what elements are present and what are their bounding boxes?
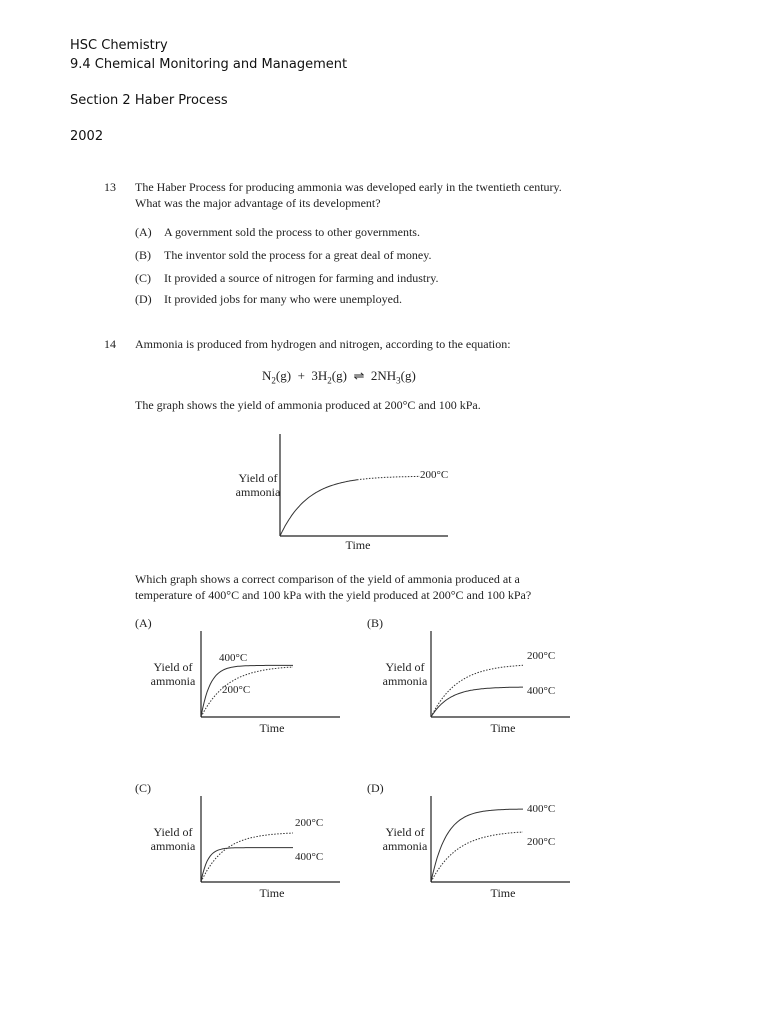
graph-a-series-200c-label: 200°C [222,684,251,696]
graph-d-xlabel: Time [490,886,516,900]
q13-option-d-text: It provided jobs for many who were unemployed. [164,292,402,306]
graph-b-series-400c-label: 400°C [527,685,556,697]
q13-option-b-text: The inventor sold the process for a great deal of money. [164,248,432,262]
graph-c-option-label: (C) [135,781,151,795]
main-xlabel: Time [345,538,371,552]
main-series-200c-curve [280,480,357,536]
q13-option-d-label: (D) [135,292,152,306]
graph-d-series-400c-line [431,809,523,882]
q14-question-line1: Which graph shows a correct comparison of the yield of ammonia produced at a [135,572,520,586]
graph-b-ylabel-1: Yield of [385,660,425,674]
graph-b-option-label: (B) [367,616,383,630]
q13-number: 13 [104,180,116,194]
graph-d-ylabel-1: Yield of [385,825,425,839]
q14-line1: Ammonia is produced from hydrogen and nitrogen, according to the equation: [135,337,511,351]
graph-b-series-200c-line [431,665,523,717]
graph-b-ylabel-2: ammonia [382,674,428,688]
graph-d-option-label: (D) [367,781,384,795]
main-series-200c-plateau [357,476,420,479]
graph-d [370,790,580,902]
chemical-equation: $N_2(g) + 3H_2(g)$ ⇌ $2NH_3(g)$ [262,368,416,386]
main-graph [222,428,462,553]
graph-a [140,625,350,737]
q13-option-c-text: It provided a source of nitrogen for farming and industry. [164,271,439,285]
graph-c-series-200c-line [201,833,293,882]
graph-b-series-400c-line [431,687,523,717]
graph-c-series-400c-line [201,848,293,882]
main-ylabel-2: ammonia [235,485,281,499]
q13-option-b-label: (B) [135,248,151,262]
graph-b-xlabel: Time [490,721,516,735]
graph-b-series-200c-label: 200°C [527,650,556,662]
graph-a-option-label: (A) [135,616,152,630]
graph-b [370,625,580,737]
course-title: HSC Chemistry [70,38,168,53]
year-label: 2002 [70,129,104,144]
graph-c-ylabel-2: ammonia [150,839,196,853]
q13-line1: The Haber Process for producing ammonia was developed early in the twentieth century. [135,180,562,194]
main-ylabel-1: Yield of [238,471,278,485]
graph-intro: The graph shows the yield of ammonia produced at 200°C and 100 kPa. [135,398,481,412]
q14-question-line2: temperature of 400°C and 100 kPa with the yield produced at 200°C and 100 kPa? [135,588,532,602]
section-title: Section 2 Haber Process [70,93,228,108]
main-series-200c-label: 200°C [420,469,449,481]
graph-c-series-200c-label: 200°C [295,817,324,829]
graph-a-ylabel-2: ammonia [150,674,196,688]
graph-a-series-400c-label: 400°C [219,652,248,664]
q14-number: 14 [104,337,116,351]
graph-c-series-400c-label: 400°C [295,851,324,863]
q13-option-c-label: (C) [135,271,151,285]
graph-d-ylabel-2: ammonia [382,839,428,853]
graph-a-ylabel-1: Yield of [153,660,193,674]
q13-option-a-label: (A) [135,225,152,239]
graph-c-xlabel: Time [259,886,285,900]
graph-c [140,790,350,902]
graph-d-series-200c-label: 200°C [527,836,556,848]
graph-a-xlabel: Time [259,721,285,735]
q13-option-a-text: A government sold the process to other governments. [164,225,420,239]
graph-c-ylabel-1: Yield of [153,825,193,839]
q13-line2: What was the major advantage of its development? [135,196,381,210]
graph-d-series-400c-label: 400°C [527,803,556,815]
topic-title: 9.4 Chemical Monitoring and Management [70,57,348,72]
